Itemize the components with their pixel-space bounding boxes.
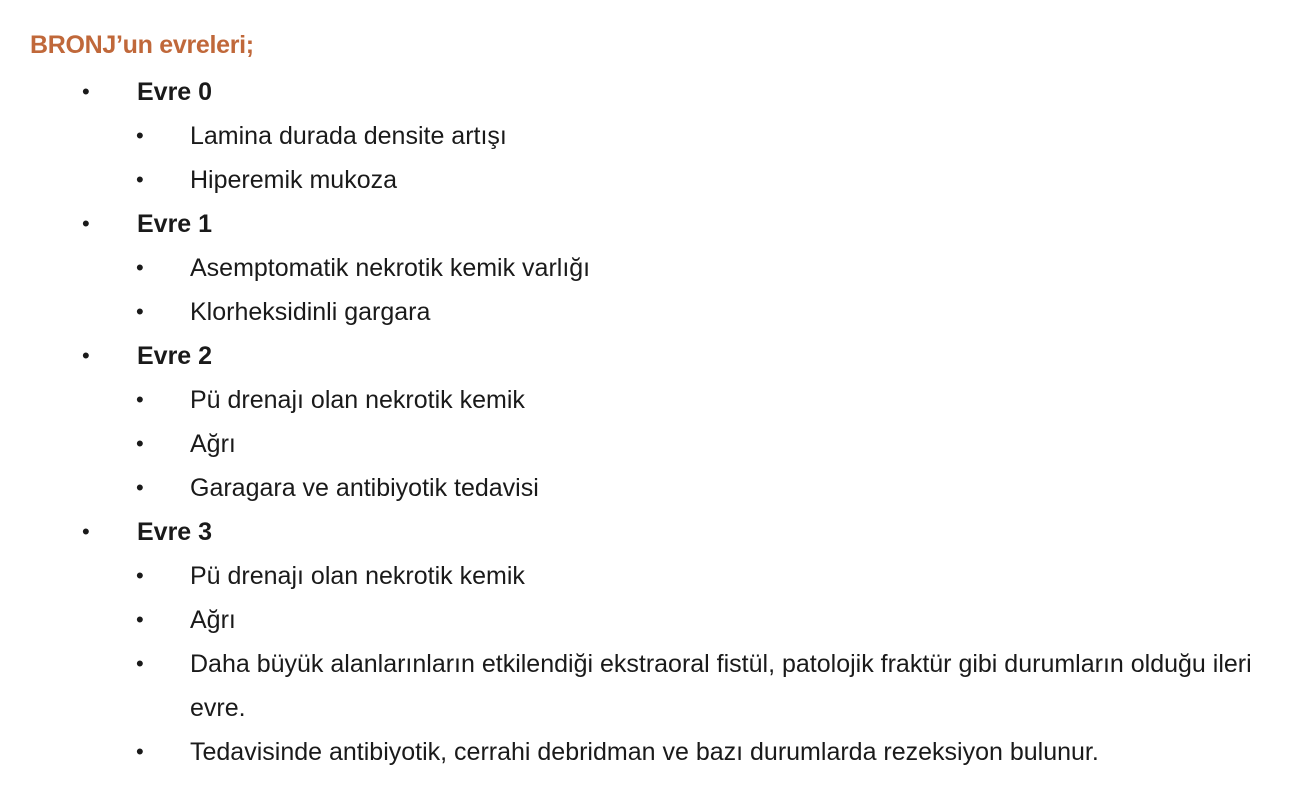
bullet-icon: • <box>136 123 144 148</box>
bullet-icon: • <box>136 431 144 456</box>
bullet-icon: • <box>136 299 144 324</box>
stage-label: Evre 1 <box>137 210 213 238</box>
stage-details <box>0 119 1310 207</box>
list-item <box>0 119 1310 163</box>
bullet-icon: • <box>136 739 144 764</box>
stage-item <box>0 339 1310 515</box>
list-item <box>0 603 1310 647</box>
bullet-icon: • <box>136 563 144 588</box>
list-item <box>0 735 1310 779</box>
stage-label: Evre 2 <box>137 342 213 370</box>
bullet-icon: • <box>136 387 144 412</box>
bullet-icon: • <box>136 651 144 676</box>
bullet-icon: • <box>136 475 144 500</box>
bullet-icon: • <box>136 607 144 632</box>
bullet-icon: • <box>82 519 90 544</box>
list-item <box>0 295 1310 339</box>
list-item <box>0 647 1310 735</box>
list-item <box>0 427 1310 471</box>
list-item-text: Tedavisinde antibiyotik, cerrahi debridman ve bazı durumlarda rezeksiyon bulunur. <box>190 738 1099 766</box>
page-title: BRONJ’un evreleri; <box>30 31 254 59</box>
list-item-text: Daha büyük alanlarınların etkilendiği ekstraoral fistül, patolojik fraktür gibi durumların olduğu ileri evre. <box>190 650 1252 722</box>
bullet-icon: • <box>136 255 144 280</box>
list-item <box>0 383 1310 427</box>
stage-item <box>0 207 1310 339</box>
bullet-icon: • <box>82 79 90 104</box>
stage-label: Evre 0 <box>137 78 213 106</box>
stage-label: Evre 3 <box>137 518 213 546</box>
stage-details <box>0 383 1310 515</box>
list-item-text: Lamina durada densite artışı <box>190 122 507 150</box>
stage-details <box>0 251 1310 339</box>
list-item-text: Klorheksidinli gargara <box>190 298 431 326</box>
list-item-text: Ağrı <box>190 430 236 458</box>
list-item <box>0 163 1310 207</box>
bullet-icon: • <box>82 211 90 236</box>
stage-item <box>0 75 1310 207</box>
list-item-text: Ağrı <box>190 606 236 634</box>
list-item <box>0 471 1310 515</box>
stage-details <box>0 559 1310 779</box>
list-item-text: Garagara ve antibiyotik tedavisi <box>190 474 539 502</box>
list-item-text: Asemptomatik nekrotik kemik varlığı <box>190 254 591 282</box>
bullet-icon: • <box>82 343 90 368</box>
list-item-text: Hiperemik mukoza <box>190 166 398 194</box>
list-item <box>0 559 1310 603</box>
list-item-text: Pü drenajı olan nekrotik kemik <box>190 562 525 590</box>
stage-list <box>0 75 1310 779</box>
list-item <box>0 251 1310 295</box>
list-item-text: Pü drenajı olan nekrotik kemik <box>190 386 525 414</box>
stage-item <box>0 515 1310 779</box>
bullet-icon: • <box>136 167 144 192</box>
